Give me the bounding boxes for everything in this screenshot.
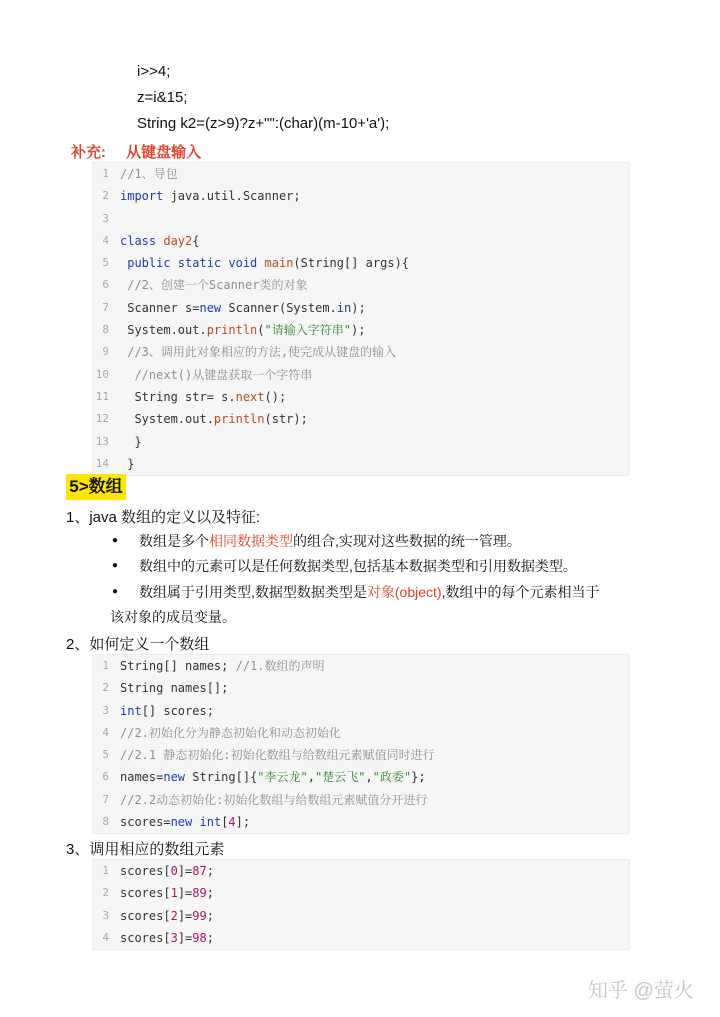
question-1-heading: 1、java 数组的定义以及特征: [66, 509, 261, 526]
bullet-text [139, 582, 599, 602]
line-number: 9 [102, 345, 109, 359]
code-token: ); [350, 323, 366, 338]
code-token: ; [206, 930, 214, 945]
code-text [120, 185, 301, 207]
code-token: //1、导包 [120, 167, 178, 181]
bullet-text [139, 531, 521, 551]
code-token: String[] names; [120, 659, 236, 673]
code-token: //2.2动态初始化:初始化数组与给数组元素赋值分开进行 [120, 792, 428, 807]
line-number: 11 [95, 389, 109, 403]
code-token: System.out. [120, 412, 214, 427]
code-token: class [120, 233, 157, 248]
code-token: 3 [170, 930, 178, 945]
line-number: 2 [102, 886, 109, 900]
line-number: 5 [102, 256, 109, 270]
line-number: 13 [95, 434, 109, 448]
code-token: (str); [264, 412, 308, 427]
code-token: int [120, 703, 142, 718]
code-token: println [213, 412, 265, 427]
code-token: ]= [177, 864, 193, 878]
code-token: String names[]; [120, 681, 229, 696]
code-line [93, 744, 629, 766]
code-token: scores[ [120, 908, 171, 923]
code-token: ; [206, 886, 214, 901]
code-token: //2.1 静态初始化:初始化数组与给数组元素赋值同时进行 [120, 748, 435, 763]
code-line [93, 453, 629, 475]
highlighted-term: 对象(object) [366, 584, 442, 600]
code-line [93, 252, 629, 274]
code-block-array-define [92, 654, 630, 834]
code-line [93, 677, 629, 699]
code-token: scores[ [120, 864, 171, 878]
code-text [120, 408, 308, 430]
code-token: ]; [235, 815, 251, 830]
code-token [120, 368, 134, 382]
code-token: Scanner s= [120, 300, 200, 315]
code-text [120, 364, 312, 386]
line-number: 3 [102, 211, 109, 225]
code-token: //2.初始化分为静态初始化和动态初始化 [120, 725, 341, 740]
line-number: 4 [102, 930, 109, 944]
code-token: { [192, 233, 200, 248]
code-token: scores[ [120, 930, 171, 945]
code-block-array-access [92, 859, 630, 950]
code-line [93, 766, 629, 788]
line-number: 8 [102, 323, 109, 337]
line-number: 3 [102, 703, 109, 717]
code-token: scores= [120, 815, 171, 830]
line-number: 1 [102, 167, 109, 180]
line-number: 8 [102, 815, 109, 829]
code-token: ]= [177, 908, 193, 923]
bullet-text-part: 数组中的元素可以是任何数据类型,包括基本数据类型和引用数据类型。 [139, 558, 577, 574]
code-token: in [336, 300, 352, 315]
code-token: (); [264, 389, 287, 404]
bullet-text [139, 556, 577, 576]
code-token: } [120, 456, 135, 471]
supplement-title: 从键盘输入 [126, 144, 202, 161]
bullet-3-continuation: 该对象的成员变量。 [110, 609, 236, 625]
code-line [93, 163, 629, 185]
code-token: new [199, 300, 222, 315]
code-token: Scanner(System. [221, 300, 337, 315]
line-number: 6 [102, 278, 109, 292]
code-line [93, 431, 629, 453]
code-line [93, 700, 629, 722]
code-token: ; [206, 864, 214, 878]
line-number: 14 [95, 456, 109, 470]
code-line [93, 882, 629, 904]
code-line [93, 927, 629, 949]
code-line [93, 297, 629, 319]
code-line [93, 655, 629, 677]
code-text [120, 700, 214, 722]
code-text [120, 431, 142, 453]
code-token: "政委" [372, 770, 412, 785]
line-number: 4 [102, 233, 109, 247]
code-line [93, 185, 629, 207]
code-text [120, 811, 250, 833]
code-token: //3、调用此对象相应的方法,使完成从键盘的输入 [127, 345, 397, 360]
code-text [120, 905, 214, 927]
code-text [120, 163, 178, 185]
line-number: 4 [102, 725, 109, 739]
line-number: 10 [95, 367, 109, 381]
code-token: 99 [192, 908, 207, 923]
code-line [93, 789, 629, 811]
supplement-label: 补充: [71, 144, 106, 161]
intro-line-2: z=i&15; [137, 89, 188, 106]
code-token: public static void [127, 256, 258, 271]
code-token: new [170, 815, 193, 830]
line-number: 2 [102, 189, 109, 203]
code-token: [] scores; [141, 703, 214, 718]
code-text [120, 789, 427, 811]
code-text [120, 860, 214, 882]
code-line [93, 408, 629, 430]
code-line [93, 722, 629, 744]
bullet-text-part: 数组是多个 [139, 533, 209, 549]
code-token: 89 [192, 886, 207, 901]
code-token: String[]{ [185, 770, 258, 785]
line-number: 2 [102, 681, 109, 695]
code-token: "请输入字符串" [264, 323, 351, 338]
code-text [120, 386, 286, 408]
zhihu-watermark: 知乎 @萤火 [588, 980, 694, 1002]
code-token: //2、创建一个Scanner类的对象 [127, 278, 308, 293]
code-token: scores[ [120, 886, 171, 901]
line-number: 1 [102, 864, 109, 877]
code-token: "楚云飞" [314, 770, 366, 785]
code-line [93, 905, 629, 927]
line-number: 7 [102, 300, 109, 314]
code-text [120, 655, 325, 677]
code-token: 98 [192, 930, 207, 945]
code-token: } [120, 434, 142, 449]
code-text [120, 230, 200, 252]
code-token: , [307, 770, 315, 785]
supplement-heading [71, 141, 201, 162]
code-token: //1.数组的声明 [235, 659, 325, 673]
code-token: int [199, 815, 222, 830]
line-number: 5 [102, 748, 109, 762]
code-token: (String[] args){ [293, 256, 410, 271]
code-token: new [163, 770, 186, 785]
code-line [93, 208, 629, 230]
line-number: 6 [102, 770, 109, 784]
code-token: ; [206, 908, 214, 923]
code-block-keyboard-input [92, 162, 630, 476]
section-title: 5>数组 [66, 474, 126, 500]
code-token [257, 256, 264, 270]
code-text [120, 766, 426, 788]
code-line [93, 319, 629, 341]
code-line [93, 386, 629, 408]
code-token: day2 [163, 233, 193, 248]
intro-line-1: i>>4; [137, 63, 171, 80]
line-number: 12 [95, 412, 109, 426]
code-token: 0 [170, 864, 178, 878]
code-token: //next()从键盘获取一个字符串 [134, 367, 313, 382]
bullet-dot-icon: ● [112, 586, 119, 597]
code-text [120, 319, 365, 341]
code-token: , [365, 770, 373, 785]
bullet-text-part: 数组属于引用类型,数据型数据类型是 [139, 584, 367, 600]
code-text [120, 453, 134, 475]
bullet-dot-icon: ● [112, 560, 119, 571]
code-line [93, 860, 629, 882]
code-token: System.out. [120, 323, 207, 338]
code-token: 87 [192, 864, 207, 878]
code-line [93, 364, 629, 386]
code-token: [ [221, 815, 229, 830]
code-text [120, 341, 396, 363]
code-token: println [206, 323, 258, 338]
line-number: 1 [102, 659, 109, 672]
code-text [120, 297, 366, 319]
code-token [192, 815, 199, 829]
code-text [120, 882, 214, 904]
code-token: java.util.Scanner; [163, 189, 301, 204]
code-token: String str= s. [120, 389, 236, 404]
question-2-heading: 2、如何定义一个数组 [66, 636, 210, 653]
code-text [120, 252, 409, 274]
code-line [93, 230, 629, 252]
code-token: ); [351, 300, 366, 315]
code-token: 2 [170, 908, 178, 923]
code-token: 4 [228, 815, 236, 830]
question-3-heading: 3、调用相应的数组元素 [66, 841, 225, 858]
code-token: names= [120, 770, 164, 785]
code-line [93, 274, 629, 296]
line-number: 3 [102, 908, 109, 922]
code-token: ]= [177, 930, 193, 945]
code-token: ]= [177, 886, 193, 901]
bullet-dot-icon: ● [112, 535, 119, 546]
code-token: next [235, 389, 265, 404]
code-text [120, 927, 214, 949]
code-line [93, 341, 629, 363]
line-number: 7 [102, 792, 109, 806]
code-token: "李云龙" [257, 770, 308, 785]
code-text [120, 744, 435, 766]
code-text [120, 677, 228, 699]
code-token: ( [257, 323, 265, 338]
code-line [93, 811, 629, 833]
code-token: main [264, 256, 294, 271]
highlighted-term: 相同数据类型 [209, 533, 293, 549]
code-token: }; [411, 770, 426, 785]
bullet-text-part: ,数组中的每个元素相当于 [441, 584, 600, 600]
code-text [120, 274, 307, 296]
code-text [120, 722, 341, 744]
code-token: 1 [170, 886, 178, 901]
intro-line-3: String k2=(z>9)?z+"":(char)(m-10+'a'); [137, 115, 390, 132]
bullet-text-part: 的组合,实现对这些数据的统一管理。 [293, 533, 521, 549]
code-token: import [120, 189, 164, 204]
